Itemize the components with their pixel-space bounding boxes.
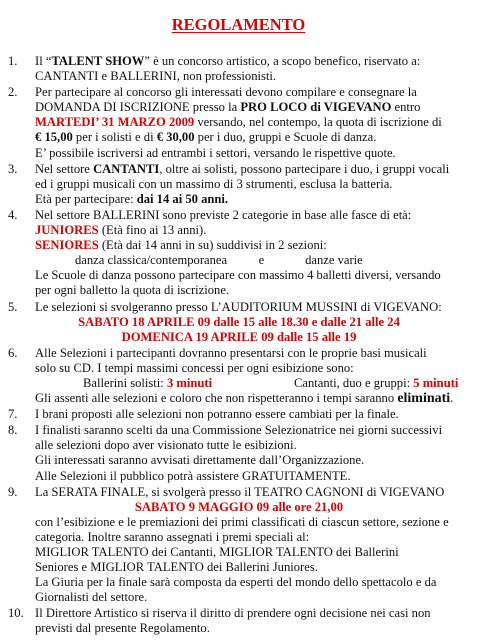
text-run: Seniores e MIGLIOR TALENTO dei Ballerini Juniores.	[35, 560, 318, 575]
text-run: versando, nel contempo, la quota di iscrizione di	[194, 115, 442, 130]
highlight-text: SENIORES	[35, 238, 99, 253]
text-run: Gli interessati saranno avvisati direttamente dall’Organizzazione.	[35, 453, 365, 468]
text-run: Ballerini solisti:	[83, 375, 167, 390]
text-run: Il “	[35, 54, 52, 68]
rule-line	[35, 54, 470, 69]
rule-line	[35, 606, 470, 621]
rule-line	[35, 283, 470, 298]
rule-line	[35, 515, 470, 530]
date-line: SABATO 9 MAGGIO 09 alle ore 21,00	[134, 499, 344, 514]
rule-line	[35, 575, 470, 590]
rule-line	[35, 560, 470, 575]
text-run: Nel settore BALLERINI sono previste 2 categorie in base alle fasce di età:	[35, 207, 412, 222]
text-run: MIGLIOR TALENTO dei Cantanti, MIGLIOR TALENTO dei Ballerini	[35, 545, 399, 559]
rule-line	[35, 177, 470, 192]
rule-line	[35, 208, 470, 223]
rule-number: 10.	[8, 606, 24, 621]
rule-item	[8, 423, 470, 483]
rule-item	[8, 85, 470, 160]
text-run: entro	[391, 100, 421, 115]
text-run: Le selezioni si svolgeranno presso L’AUDITORIUM MUSSINI di VIGEVANO:	[35, 299, 442, 314]
text-run: , oltre ai solisti, possono partecipare i duo, i gruppi vocali	[159, 161, 450, 176]
rule-line	[35, 423, 470, 438]
date-line: DOMENICA 19 APRILE 09 dalle 15 alle 19	[121, 329, 357, 344]
rule-line	[35, 69, 470, 84]
rule-line	[35, 407, 470, 422]
highlight-text: JUNIORES	[35, 223, 99, 238]
rule-line	[35, 253, 470, 268]
rule-item	[8, 208, 470, 299]
rule-line	[35, 268, 470, 283]
rule-line	[35, 146, 470, 161]
rule-line	[35, 85, 470, 100]
bold-text: € 15,00	[35, 130, 73, 145]
text-run: con l’esibizione e le premiazioni dei primi classificati di ciascun settore, sezione e	[35, 514, 449, 529]
text-run: Le Scuole di danza possono partecipare con massimo 4 balletti diversi, versando	[35, 268, 441, 283]
text-run: previsti dal presente Regolamento.	[35, 621, 210, 636]
rule-line	[35, 545, 470, 560]
bold-text: eliminati	[397, 391, 451, 407]
rule-line	[35, 162, 470, 177]
rule-line	[35, 621, 470, 636]
rule-number: 1.	[8, 54, 18, 68]
text-run: ” è un concorso artistico, a scopo benefico, riservato a:	[144, 54, 421, 68]
rule-number: 5.	[8, 299, 18, 314]
rule-line	[35, 100, 470, 115]
text-run: solo su CD. I tempi massimi concessi per ogni esibizione sono:	[35, 360, 354, 375]
bold-text: PRO LOCO di VIGEVANO	[240, 100, 392, 115]
text-run: Età per partecipare:	[35, 191, 137, 206]
text-run: E’ possibile iscriversi ad entrambi i settori, versando le rispettive quote.	[35, 145, 396, 160]
rule-number: 9.	[8, 484, 18, 499]
rule-number: 2.	[8, 85, 18, 100]
text-run: Nel settore	[35, 161, 94, 176]
text-run: I brani proposti alle selezioni non potranno essere cambiati per la finale.	[35, 407, 399, 422]
rule-number: 6.	[8, 345, 18, 360]
rule-line	[35, 192, 470, 207]
highlight-text: 5 minuti	[413, 375, 459, 390]
text-run: Per partecipare al concorso gli interessati devono compilare e consegnare la	[35, 85, 417, 100]
rule-line	[35, 500, 470, 515]
rule-line	[35, 485, 470, 500]
rule-item	[8, 300, 470, 345]
rule-line	[35, 469, 470, 484]
rule-line	[35, 590, 470, 605]
text-run: La Giuria per la finale sarà composta da esperti del mondo dello spettacolo e da	[35, 575, 437, 590]
rule-line	[35, 376, 470, 391]
text-run: alle selezioni dopo aver visionato tutte le esibizioni.	[35, 438, 297, 453]
rule-number: 7.	[8, 407, 18, 422]
rule-line	[35, 115, 470, 130]
highlight-text: 3 minuti	[166, 375, 213, 390]
text-run: DOMANDA DI ISCRIZIONE presso la	[35, 100, 241, 115]
text-run: Cantanti, duo e gruppi:	[212, 375, 414, 390]
rule-number: 4.	[8, 207, 18, 222]
rule-line	[35, 315, 470, 330]
date-line: SABATO 18 APRILE 09 dalle 15 alle 18.30 e dalle 21 alle 24	[78, 314, 400, 329]
rules-list	[8, 54, 470, 637]
bold-text: CANTANTI	[93, 161, 160, 176]
rule-item	[8, 606, 470, 636]
rule-line	[35, 391, 470, 406]
highlight-text: MARTEDI’ 31 MARZO 2009	[35, 115, 195, 130]
text-run: Giornalisti del settore.	[35, 590, 148, 605]
rule-line	[35, 530, 470, 545]
rule-number: 8.	[8, 423, 18, 438]
text-run: Gli assenti alle selezioni e coloro che non rispetteranno i tempi saranno	[35, 391, 398, 406]
text-run: (Età dai 14 anni in su) suddivisi in 2 sezioni:	[98, 238, 327, 253]
text-run: CANTANTI e BALLERINI, non professionisti.	[35, 69, 277, 84]
rule-line	[35, 330, 470, 345]
rule-item	[8, 346, 470, 406]
text-run: Alle Selezioni i partecipanti dovranno presentarsi con le proprie basi musicali	[35, 345, 427, 360]
rule-item	[8, 485, 470, 606]
text-run: .	[450, 391, 454, 406]
bold-text: TALENT SHOW	[51, 54, 145, 68]
rule-line	[35, 223, 470, 238]
text-run: ed i gruppi musicali con un massimo di 3 strumenti, esclusa la batteria.	[35, 176, 393, 191]
rule-line	[35, 361, 470, 376]
text-run: I finalisti saranno scelti da una Commissione Selezionatrice nei giorni successivi	[35, 423, 443, 438]
rule-item	[8, 162, 470, 207]
text-run: Alle Selezioni il pubblico potrà assistere GRATUITAMENTE.	[35, 468, 351, 483]
rule-line	[35, 438, 470, 453]
text-run: (Età fino ai 13 anni).	[98, 223, 207, 238]
rule-line	[35, 346, 470, 361]
text-run: Il Direttore Artistico si riserva il diritto di prendere ogni decisione nei casi non	[35, 606, 431, 621]
text-run: per i solisti e di	[72, 130, 157, 145]
rule-line	[35, 238, 470, 253]
text-run: per i duo, gruppi e Scuole di danza.	[194, 130, 377, 145]
text-run: danza classica/contemporanea e danze varie	[75, 253, 363, 268]
rule-item	[8, 407, 470, 422]
rule-item	[8, 54, 470, 84]
rule-line	[35, 300, 470, 315]
page-title: REGOLAMENTO	[171, 15, 306, 34]
text-run: categoria. Inoltre saranno assegnati i premi speciali al:	[35, 529, 310, 544]
bold-text: dai 14 ai 50 anni.	[136, 191, 229, 206]
rule-line	[35, 453, 470, 468]
rule-number: 3.	[8, 161, 18, 176]
text-run: La SERATA FINALE, si svolgerà presso il TEATRO CAGNONI di VIGEVANO	[35, 484, 445, 499]
text-run: per ogni balletto la quota di iscrizione.	[35, 283, 230, 298]
bold-text: € 30,00	[156, 130, 195, 145]
rule-line	[35, 130, 470, 145]
